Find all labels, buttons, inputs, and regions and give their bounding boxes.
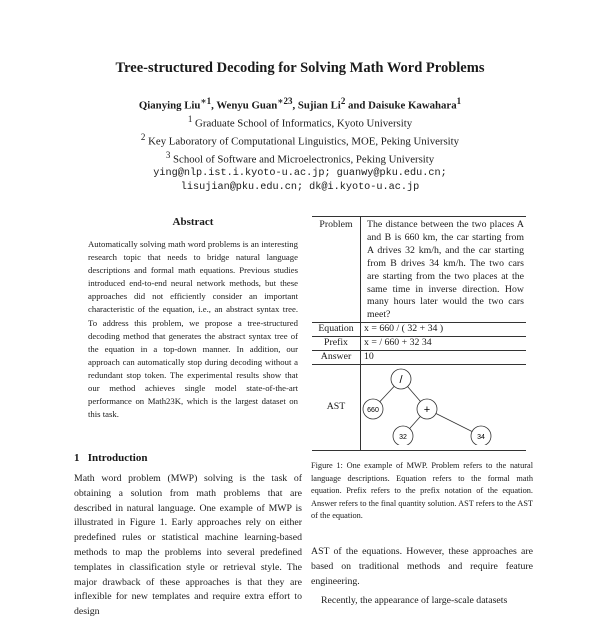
affiliation xyxy=(0,131,600,149)
email-line: ying@nlp.ist.i.kyoto-u.ac.jp; guanwy@pku.edu.cn; xyxy=(153,168,447,180)
author-sup: 1 xyxy=(456,96,462,106)
tree-node-label: 660 xyxy=(367,406,379,414)
intro-heading xyxy=(74,452,147,464)
author-names: Qianying Liu$^{∗1}$, Wenyu Guan$^{∗23}$, Sujian Li$^2$ and Daisuke Kawahara$^1$ xyxy=(138,96,462,112)
paper-title: Tree-structured Decoding for Solving Math Word Problems xyxy=(115,60,485,76)
affiliation-text: School of Software and Microelectronics, Peking University xyxy=(173,153,435,166)
tree-node-label: 32 xyxy=(399,433,407,441)
author-name: Sujian Li xyxy=(297,99,341,112)
affiliation-text: Key Laboratory of Computational Linguistics, MOE, Peking University xyxy=(148,135,460,148)
ast-diagram xyxy=(361,365,521,445)
affiliation-sup: 2 xyxy=(140,132,146,143)
author-sup: 2 xyxy=(340,96,346,106)
row-value: x = 660 / ( 32 + 34 ) xyxy=(361,323,527,337)
tree-node-label: 34 xyxy=(477,433,485,441)
row-label: Prefix xyxy=(312,337,361,351)
author-name: Wenyu Guan xyxy=(216,99,278,112)
affiliation-text: Graduate School of Informatics, Kyoto University xyxy=(195,117,413,130)
author-sup: ∗1 xyxy=(200,96,212,106)
affiliation xyxy=(0,149,600,167)
paragraph: AST of the equations. However, these approaches are based on traditional methods and require feature engineering. xyxy=(311,546,533,587)
table-row xyxy=(312,323,526,337)
row-label: AST xyxy=(312,364,361,450)
table-row xyxy=(312,351,526,365)
email-line: lisujian@pku.edu.cn; dk@i.kyoto-u.ac.jp xyxy=(180,181,420,193)
figure-table xyxy=(312,216,526,451)
row-label: Problem xyxy=(312,217,361,323)
author-connector: and xyxy=(345,99,369,112)
figure-caption: Figure 1: One example of MWP. Problem refers to the natural language descriptions. Equation refers to the formal math equation. Prefix refers to the prefix notation of the equation. Answer refers to the final quantity solution. AST refers to the AST of the equation. xyxy=(311,461,533,521)
section-number: 1 xyxy=(74,452,80,464)
tree-node-label: + xyxy=(423,403,431,416)
author-block xyxy=(0,95,600,194)
row-value: 10 xyxy=(361,351,527,365)
table-row xyxy=(312,217,526,323)
intro-body: Math word problem (MWP) solving is the task of obtaining a solution from math problems that are described in natural language. One example of MWP is illustrated in Figure 1. Early approaches rely on either predefined rules or statistical machine learning-based methods to map the problems into several predefined templates in classification style or retrieval style. The major drawback of these approaches is that they are inflexible for new templates and require extra effort to design xyxy=(74,473,302,618)
row-label: Answer xyxy=(312,351,361,365)
row-value: x = / 660 + 32 34 xyxy=(361,337,527,351)
author-sup: ∗23 xyxy=(277,96,293,106)
abstract-body: Automatically solving math word problems is an interesting research topic that needs to bridge natural language descriptions and formal math equations. Previous studies introduced end-to-end neural network methods, but these approaches did not efficiently consider an important characteristic of the equation, i.e., an abstract syntax tree. To address this problem, we propose a tree-structured decoding method that generates the abstract syntax tree of the equation in a top-down manner. In addition, our approach can automatically stop during decoding without a redundant stop token. The experimental results show that our method achieves single model state-of-the-art performance on Math23K, which is the largest dataset on this task. xyxy=(88,239,298,420)
ast-cell xyxy=(361,364,527,450)
affiliation xyxy=(0,113,600,131)
tree-node-label: / xyxy=(399,373,403,386)
paragraph: Recently, the appearance of large-scale datasets xyxy=(321,595,508,607)
table-row xyxy=(312,337,526,351)
table-row xyxy=(312,364,526,450)
author-name: Daisuke Kawahara xyxy=(368,99,457,112)
row-label: Equation xyxy=(312,323,361,337)
row-value: The distance between the two places A and B is 660 km, the car starting from A drives 32 km/h, and the car starting from B drives 34 km/h. The two cars are starting from the two places at the same time in inverse direction. How many hours later would the two cars meet? xyxy=(361,217,527,323)
section-title: Introduction xyxy=(87,452,148,464)
affiliation-sup: 3 xyxy=(165,150,171,161)
author-name: Qianying Liu xyxy=(138,99,201,112)
affiliation-sup: 1 xyxy=(187,114,193,125)
abstract-heading: Abstract xyxy=(172,216,214,228)
